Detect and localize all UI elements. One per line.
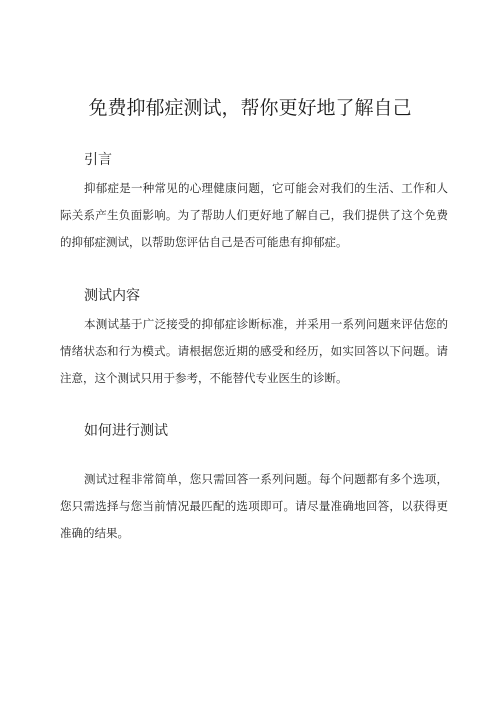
section-body-test-content: 本测试基于广泛接受的抑郁症诊断标准，并采用一系列问题来评估您的情绪状态和行为模式。请根据您近期的感受和经历，如实回答以下问题。请注意，这个测试只用于参考，不能替代专业医生的诊断。 — [60, 317, 448, 385]
section-heading-test-content: 测试内容 — [84, 288, 140, 304]
section-body-intro: 抑郁症是一种常见的心理健康问题，它可能会对我们的生活、工作和人际关系产生负面影响。为了帮助人们更好地了解自己，我们提供了这个免费的抑郁症测试，以帮助您评估自己是否可能患有抑郁症。 — [60, 181, 448, 249]
page-title: 免费抑郁症测试，帮你更好地了解自己 — [88, 97, 412, 119]
section-heading-intro: 引言 — [84, 152, 112, 168]
section-heading-how-to-test: 如何进行测试 — [84, 423, 168, 439]
section-body-how-to-test: 测试过程非常简单，您只需回答一系列问题。每个问题都有多个选项，您只需选择与您当前情况最匹配的选项即可。请尽量准确地回答，以获得更准确的结果。 — [60, 472, 448, 540]
